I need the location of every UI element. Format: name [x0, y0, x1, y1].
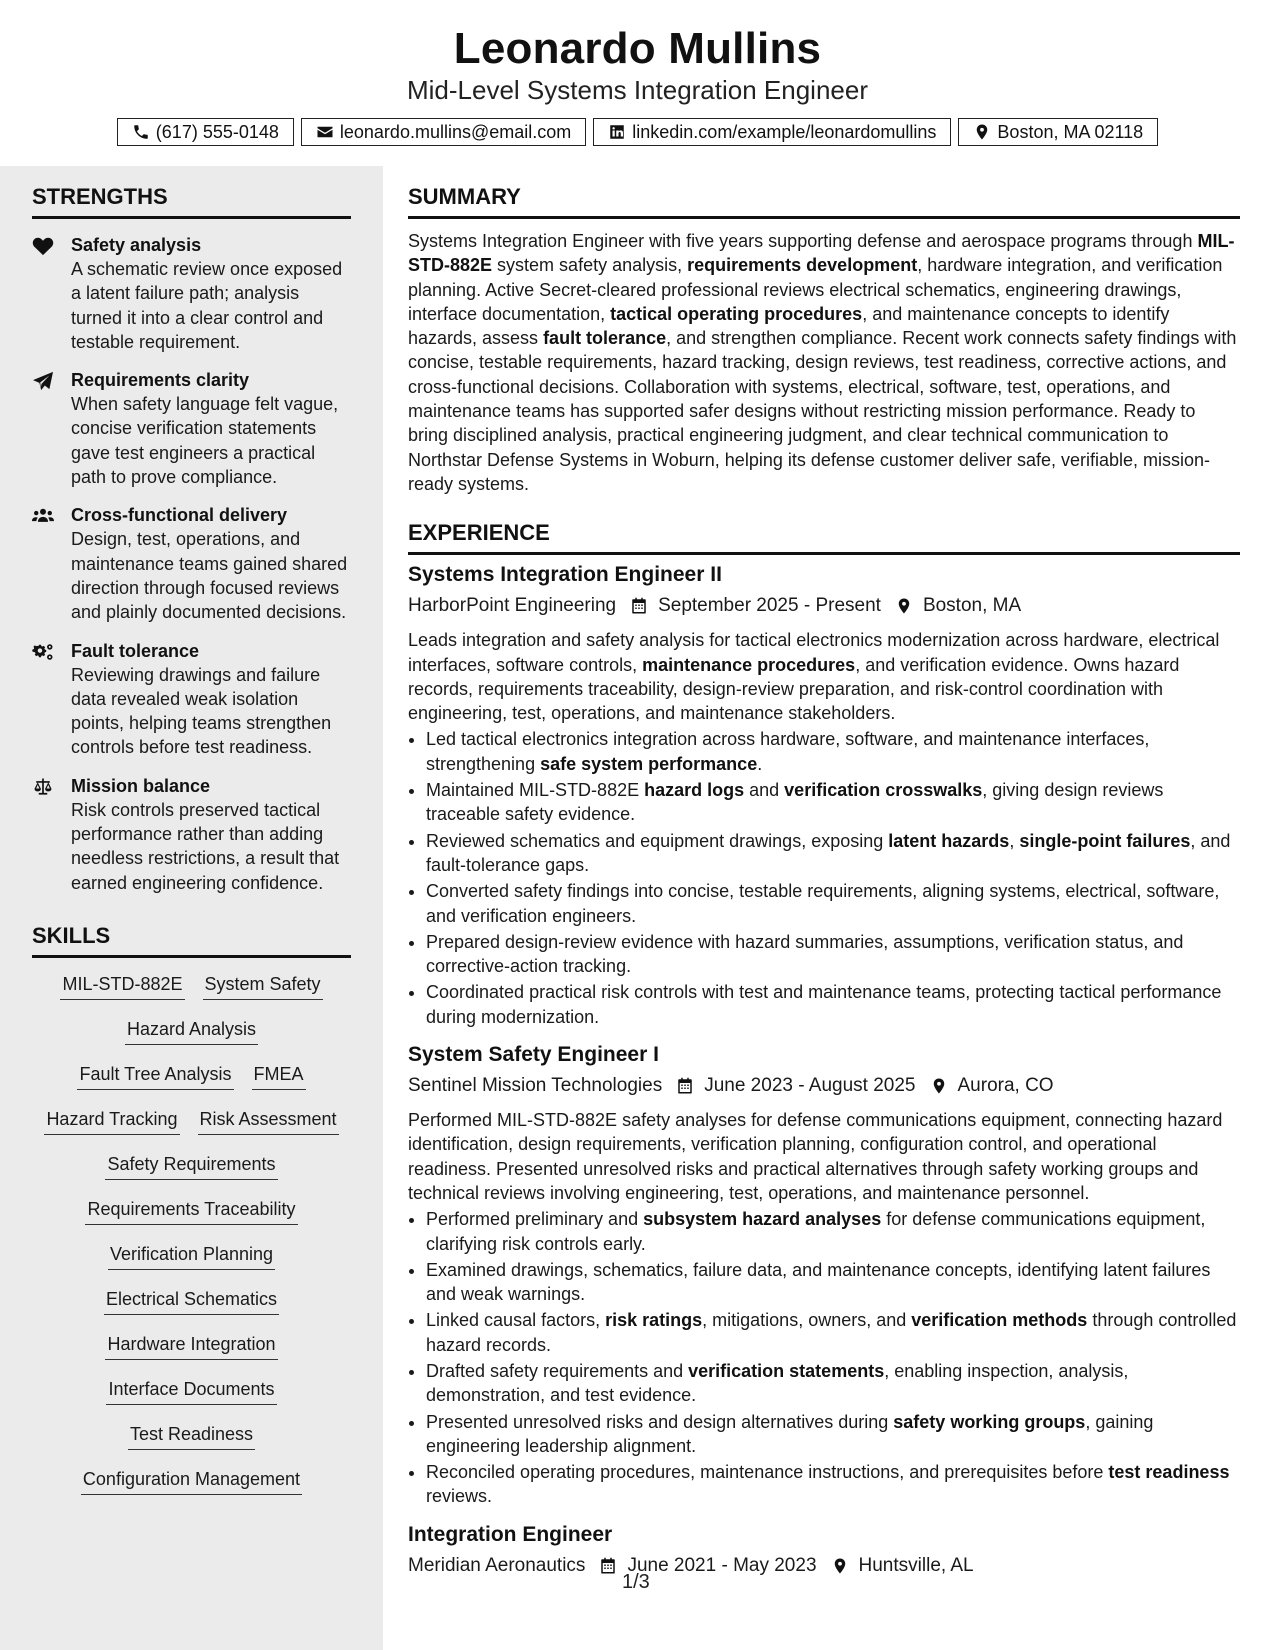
contact-email[interactable]	[301, 118, 586, 146]
skill-tag: Requirements Traceability	[85, 1197, 297, 1225]
job-company: Sentinel Mission Technologies	[408, 1075, 663, 1097]
job-entry	[408, 1521, 1240, 1580]
job-bullets	[408, 727, 1240, 1029]
strength-item	[32, 503, 351, 624]
skill-tag: Safety Requirements	[105, 1152, 277, 1180]
job-dates: September 2025 - Present	[658, 595, 881, 617]
strength-item	[32, 368, 351, 489]
strength-text: Risk controls preserved tactical performance rather than adding needless restrictions, a result that earned engineering confidence.	[71, 799, 340, 893]
contact-phone[interactable]	[117, 118, 294, 146]
strengths-heading: STRENGTHS	[32, 182, 351, 219]
strength-text: Design, test, operations, and maintenance teams gained shared direction through focused reviews and plainly documented decisions.	[71, 529, 348, 623]
experience-heading: EXPERIENCE	[408, 518, 1240, 555]
strength-text: Reviewing drawings and failure data revealed weak isolation points, helping teams strengthen controls before test readiness.	[71, 664, 332, 758]
paper-plane-icon	[32, 371, 54, 391]
job-bullet: • Reviewed schematics and equipment drawings, exposing latent hazards, single-point failures, and fault-tolerance gaps.	[426, 829, 1240, 878]
job-dates: June 2021 - May 2023	[627, 1554, 817, 1576]
strength-title: Requirements clarity	[71, 370, 250, 391]
main-content	[408, 166, 1240, 1580]
strength-title: Cross-functional delivery	[71, 505, 288, 526]
job-description: Leads integration and safety analysis for tactical electronics modernization across hardware, electrical interfaces, software controls, maintenance procedures, and verification evidence. Owns hazard records, requirements traceability, design-review preparation, and risk-control coordination with engineering, test, operations, and maintenance stakeholders.	[408, 630, 1220, 724]
strength-title: Safety analysis	[71, 235, 202, 255]
job-company: HarborPoint Engineering	[408, 595, 617, 617]
strength-item	[32, 233, 351, 354]
job-bullet: • Prepared design-review evidence with hazard summaries, assumptions, verification status, and corrective-action tracking.	[426, 930, 1240, 979]
envelope-icon	[316, 123, 334, 141]
strength-item	[32, 639, 351, 760]
job-bullet: • Maintained MIL-STD-882E hazard logs and verification crosswalks, giving design reviews traceable safety evidence.	[426, 778, 1240, 827]
candidate-title: Mid-Level Systems Integration Engineer	[406, 75, 868, 105]
job-description: Performed MIL-STD-882E safety analyses for defense communications equipment, connecting hazard identification, design requirements, verification planning, configuration control, and operational readiness. Presented unresolved risks and practical alternatives through safety working groups and technical reviews involving engineering, test, operations, and maintenance personnel.	[408, 1110, 1223, 1203]
candidate-name: Leonardo Mullins	[453, 24, 822, 73]
job-title: Integration Engineer	[408, 1522, 613, 1546]
page-number: 1/3	[622, 1571, 650, 1593]
job-bullet: • Examined drawings, schematics, failure data, and maintenance concepts, identifying latent failures and weak warnings.	[426, 1258, 1240, 1307]
skill-tag: Risk Assessment	[198, 1107, 339, 1135]
skill-tag: FMEA	[252, 1062, 306, 1090]
summary-text: Systems Integration Engineer with five years supporting defense and aerospace programs through MIL-STD-882E system safety analysis, requirements development, hardware integration, and verification planning. Active Secret-cleared professional reviews electrical schematics, engineering drawings, interface documentation, tactical operating procedures, and maintenance concepts to identify hazards, assess fault tolerance, and strengthen compliance. Recent work connects safety findings with concise, testable requirements, hazard tracking, design reviews, test readiness, corrective actions, and cross-functional decisions. Collaboration with systems, electrical, software, test, operations, and maintenance teams has supported safer designs without restricting mission performance. Ready to bring disciplined analysis, practical engineering judgment, and clear technical communication to Northstar Defense Systems in Woburn, helping its defense customer deliver safe, verifiable, mission-ready systems.	[408, 231, 1237, 494]
job-meta	[408, 1552, 1240, 1580]
email-text: leonardo.mullins@email.com	[339, 121, 572, 142]
linkedin-icon	[608, 123, 626, 141]
job-bullets	[408, 1207, 1240, 1509]
resume-header	[0, 0, 1275, 146]
strength-title: Fault tolerance	[71, 640, 200, 661]
job-title: System Safety Engineer I	[408, 1043, 659, 1067]
job-bullet: • Linked causal factors, risk ratings, mitigations, owners, and verification methods through controlled hazard records.	[426, 1308, 1240, 1357]
job-location: Boston, MA	[922, 595, 1022, 617]
skill-tag: Hardware Integration	[105, 1332, 277, 1360]
job-bullet: • Drafted safety requirements and verification statements, enabling inspection, analysis, demonstration, and test evidence.	[426, 1359, 1240, 1408]
job-location: Huntsville, AL	[858, 1554, 974, 1576]
skills-heading: SKILLS	[32, 921, 351, 958]
job-dates: June 2023 - August 2025	[704, 1075, 916, 1097]
job-bullet: • Presented unresolved risks and design alternatives during safety working groups, gaining engineering leadership alignment.	[426, 1410, 1240, 1459]
map-pin-icon	[895, 597, 913, 615]
users-icon	[32, 506, 54, 526]
phone-text: (617) 555-0148	[155, 121, 279, 142]
job-bullet: • Coordinated practical risk controls with test and maintenance teams, protecting tactical performance during modernization.	[426, 980, 1240, 1029]
calendar-icon	[599, 1557, 617, 1575]
strength-text: A schematic review once exposed a latent failure path; analysis turned it into a clear control and testable requirement.	[71, 259, 343, 352]
skill-tag: Hazard Tracking	[44, 1107, 179, 1135]
skill-tag: Hazard Analysis	[125, 1017, 258, 1045]
map-pin-icon	[831, 1557, 849, 1575]
strength-item	[32, 774, 351, 895]
skill-tag: MIL-STD-882E	[60, 972, 184, 1000]
skill-tag: Electrical Schematics	[104, 1287, 279, 1315]
job-company: Meridian Aeronautics	[408, 1554, 586, 1576]
skill-tag: Interface Documents	[106, 1377, 276, 1405]
strength-text: When safety language felt vague, concise verification statements gave test engineers a practical path to prove compliance.	[71, 394, 339, 488]
job-meta	[408, 592, 1240, 620]
strength-title: Mission balance	[71, 775, 211, 796]
job-bullet: • Converted safety findings into concise, testable requirements, aligning systems, electrical, software, and verification engineers.	[426, 879, 1240, 928]
skill-tag: System Safety	[203, 972, 323, 1000]
skill-tag: Fault Tree Analysis	[77, 1062, 233, 1090]
heart-icon	[32, 236, 54, 256]
job-bullet: • Reconciled operating procedures, maintenance instructions, and prerequisites before test readiness reviews.	[426, 1460, 1240, 1509]
map-pin-icon	[973, 123, 991, 141]
calendar-icon	[676, 1077, 694, 1095]
skill-tag: Configuration Management	[81, 1467, 302, 1495]
location-text: Boston, MA 02118	[997, 121, 1144, 142]
skills-list	[32, 972, 351, 1512]
gears-icon	[32, 642, 54, 662]
calendar-icon	[630, 597, 648, 615]
phone-icon	[132, 123, 150, 141]
contact-bar	[0, 118, 1275, 146]
contact-linkedin[interactable]	[593, 118, 951, 146]
scale-icon	[32, 777, 54, 797]
job-meta	[408, 1072, 1240, 1100]
linkedin-text: linkedin.com/example/leonardomullins	[632, 121, 937, 142]
skill-tag: Verification Planning	[108, 1242, 275, 1270]
job-bullet: • Led tactical electronics integration across hardware, software, and maintenance interfaces, strengthening safe system performance.	[426, 727, 1240, 776]
skill-tag: Test Readiness	[128, 1422, 255, 1450]
summary-heading: SUMMARY	[408, 182, 1240, 219]
contact-location[interactable]	[958, 118, 1158, 146]
job-entry	[408, 561, 1240, 1029]
job-title: Systems Integration Engineer II	[408, 563, 722, 587]
job-bullet: • Performed preliminary and subsystem hazard analyses for defense communications equipment, clarifying risk controls early.	[426, 1207, 1240, 1256]
sidebar	[0, 166, 383, 1650]
map-pin-icon	[930, 1077, 948, 1095]
job-entry	[408, 1041, 1240, 1509]
job-location: Aurora, CO	[957, 1075, 1054, 1097]
